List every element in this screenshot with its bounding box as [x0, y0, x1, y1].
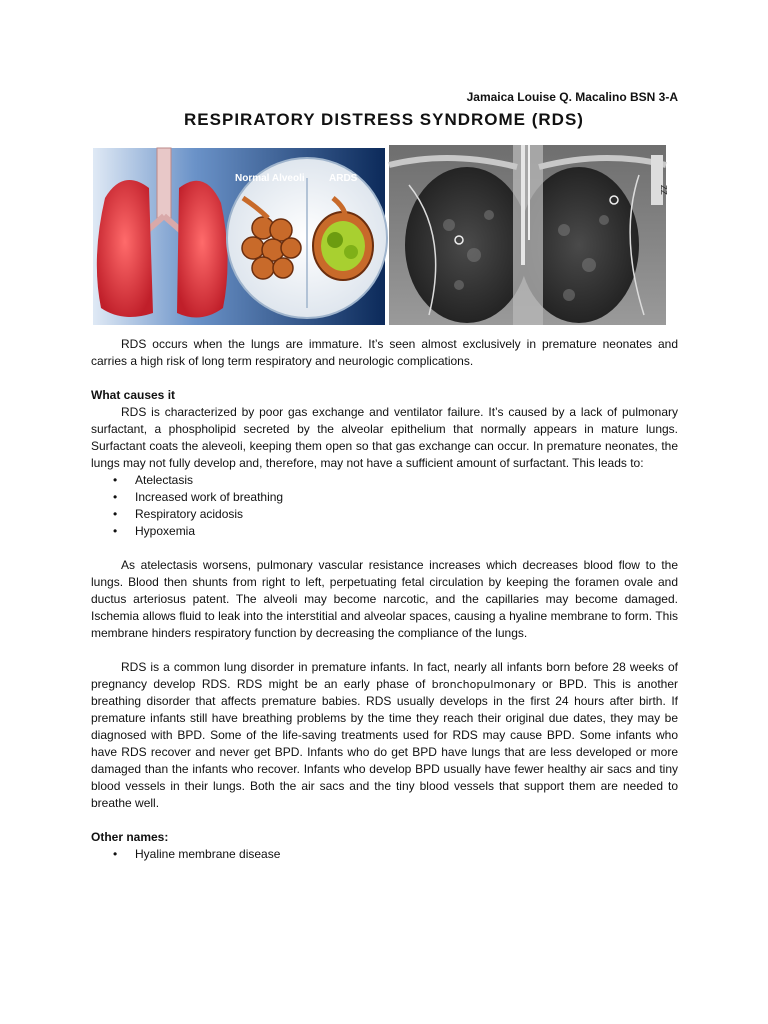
- causes-paragraph: RDS is characterized by poor gas exchange and ventilator failure. It’s caused by a lack of pulmonary surfactant, a phospholipid secreted by the alveolar epithelium that normally appears in mature lungs. Surfactant coats the aleveoli, keeping them open so that gas exchange can occur. In premature neonates, the lungs may not fully develop and, therefore, may not have a sufficient amount of surfactant. This leads to:: [91, 405, 678, 470]
- lungs-alveoli-illustration: [93, 148, 385, 325]
- xray-marker-label: ZZ: [659, 185, 668, 195]
- bpd-paragraph: [91, 659, 678, 812]
- causes-heading: What causes it: [91, 388, 176, 402]
- atelectasis-paragraph: As atelectasis worsens, pulmonary vascular resistance increases which decreases blood flow to the lungs. Blood then shunts from right to left, perpetuating fetal circulation by keeping the foramen ovale and ductus arteriosus patent. The alveoli may become narcotic, and the capillaries may become damaged. Ischemia allows fluid to leak into the interstitial and alveolar spaces, causing a hyaline membrane to form. This membrane hinders respiratory function by decreasing the compliance of the lungs.: [91, 558, 678, 640]
- document-title: RESPIRATORY DISTRESS SYNDROME (RDS): [184, 110, 584, 129]
- other-names-list: [91, 846, 678, 863]
- causes-list: [91, 472, 678, 540]
- intro-paragraph: RDS occurs when the lungs are immature. It’s seen almost exclusively in premature neonates and carries a high risk of long term respiratory and neurologic complications.: [91, 337, 678, 368]
- other-names-heading: Other names:: [91, 830, 169, 844]
- ards-label: ARDS: [329, 173, 358, 184]
- list-item: • Increased work of breathing: [91, 489, 678, 506]
- chest-xray-image: [389, 145, 666, 325]
- list-item: • Hyaline membrane disease: [91, 846, 678, 863]
- list-item: • Respiratory acidosis: [91, 506, 678, 523]
- bpd-term: bronchopulmonary: [431, 678, 536, 691]
- document-body: [91, 336, 678, 863]
- author-line: Jamaica Louise Q. Macalino BSN 3-A: [466, 90, 678, 104]
- list-item: • Hypoxemia: [91, 523, 678, 540]
- normal-alveoli-label: Normal Alveoli: [235, 173, 305, 184]
- list-item: • Atelectasis: [91, 472, 678, 489]
- bpd-text-part2: or BPD. This is another breathing disorder that affects premature babies. RDS usually develops in the first 24 hours after birth. If premature infants still have breathing problems by the time they reach their original due dates, they may be diagnosed with BPD. Some of the life-saving treatments used for RDS may cause BPD. Some infants who have RDS recover and never get BPD. Infants who do get BPD have lungs that are less developed or more damaged than the infants who recover. Infants who develop BPD usually have fewer healthy air sacs and tiny blood vessels in their lungs. Both the air sacs and the tiny blood vessels that support them are needed to breathe well.: [91, 677, 679, 810]
- bpd-text-part1: RDS is a common lung disorder in premature infants. In fact, nearly all infants born before 28 weeks of pregnancy develop RDS. RDS might be an early phase of: [91, 660, 678, 691]
